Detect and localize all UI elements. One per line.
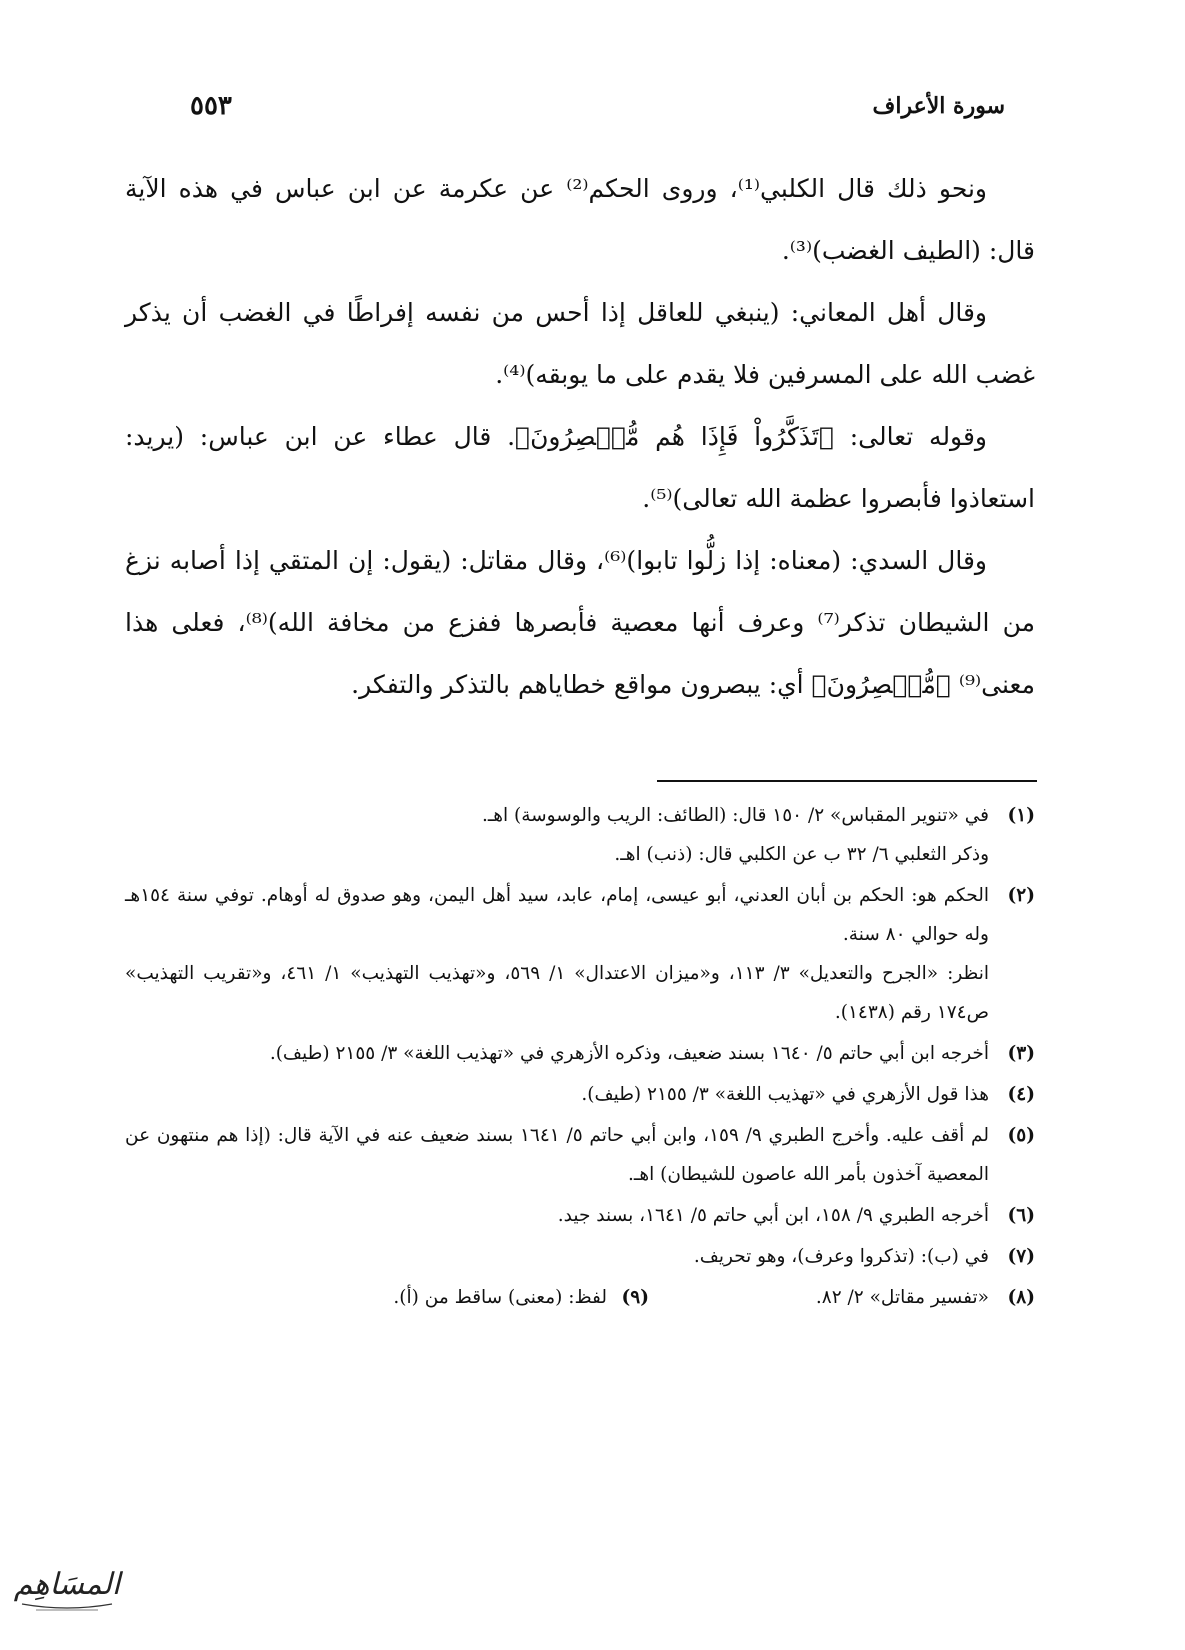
publisher-logo — [8, 1556, 126, 1620]
footnote-1 — [125, 796, 1035, 874]
footnotes — [125, 796, 1035, 1317]
footnote-line: هذا قول الأزهري في «تهذيب اللغة» ٣/ ٢١٥٥ (طيف). — [581, 1084, 989, 1105]
footnote-number: (٣) — [1007, 1043, 1035, 1064]
footnote-9-text: لفظ: (معنى) ساقط من (أ). — [393, 1287, 607, 1308]
paragraph-3: وقوله تعالى: ﴿تَذَكَّرُواْ فَإِذَا هُم مُّبۡصِرُونَ﴾. قال عطاء عن ابن عباس: (يريد: استعاذوا فأبصروا عظمة الله تعالى)⁽⁵⁾. — [125, 422, 1035, 513]
footnote-3 — [125, 1034, 1035, 1073]
paragraph-2: وقال أهل المعاني: (ينبغي للعاقل إذا أحس من نفسه إفراطًا في الغضب أن يذكر غضب الله على المسرفين فلا يقدم على ما يوبقه)⁽⁴⁾. — [125, 298, 1035, 389]
footnote-line: لم أقف عليه. وأخرج الطبري ٩/ ١٥٩، وابن أبي حاتم ٥/ ١٦٤١ بسند ضعيف عنه في الآية قال: (إذا هم منتهون عن المعصية آخذون بأمر الله عاصون للشيطان) اهـ. — [125, 1125, 989, 1185]
footnote-line: أخرجه ابن أبي حاتم ٥/ ١٦٤٠ بسند ضعيف، وذكره الأزهري في «تهذيب اللغة» ٣/ ٢١٥٥ (طيف). — [269, 1043, 989, 1064]
footnote-number: (٤) — [1007, 1084, 1035, 1105]
footnotes-8-9 — [125, 1278, 1035, 1317]
footnote-8-text: «تفسير مقاتل» ٢/ ٨٢. — [815, 1287, 989, 1308]
footnote-number: (٩) — [621, 1287, 649, 1308]
footnote-line: وذكر الثعلبي ٦/ ٣٢ ب عن الكلبي قال: (ذنب) اهـ. — [614, 844, 989, 865]
footnote-line: أخرجه الطبري ٩/ ١٥٨، ابن أبي حاتم ٥/ ١٦٤١، بسند جيد. — [557, 1205, 989, 1226]
footnote-separator — [657, 780, 1037, 782]
paragraph-4: وقال السدي: (معناه: إذا زلُّوا تابوا)⁽⁶⁾، وقال مقاتل: (يقول: إن المتقي إذا أصابه نزغ من الشيطان تذكر⁽⁷⁾ وعرف أنها معصية فأبصرها ففزع من مخافة الله)⁽⁸⁾، فعلى هذا معنى⁽⁹⁾ ﴿مُّبۡصِرُونَ﴾ أي: يبصرون مواقع خطاياهم بالتذكر والتفكر. — [125, 546, 1035, 699]
footnote-line: في (ب): (تذكروا وعرف)، وهو تحريف. — [693, 1246, 989, 1267]
footnote-number: (٢) — [1007, 885, 1035, 906]
footnote-4 — [125, 1075, 1035, 1114]
logo-text: المسَاهِم — [13, 1567, 121, 1602]
footnote-number: (٨) — [1007, 1287, 1035, 1308]
page-number: ٥٥٣ — [190, 91, 232, 121]
footnote-number: (٧) — [1007, 1246, 1035, 1267]
footnote-2 — [125, 876, 1035, 1032]
main-text — [125, 158, 1035, 716]
paragraph-1: ونحو ذلك قال الكلبي⁽¹⁾، وروى الحكم⁽²⁾ عن عكرمة عن ابن عباس في هذه الآية قال: (الطيف الغضب)⁽³⁾. — [125, 174, 1035, 265]
footnote-5 — [125, 1116, 1035, 1194]
running-header — [190, 86, 1005, 126]
footnote-number: (١) — [1007, 805, 1035, 826]
surah-title: سورة الأعراف — [872, 93, 1005, 119]
footnote-7 — [125, 1237, 1035, 1276]
footnote-number: (٥) — [1007, 1125, 1035, 1146]
footnote-line: الحكم هو: الحكم بن أبان العدني، أبو عيسى، إمام، عابد، سيد أهل اليمن، وهو صدوق له أوهام. توفي سنة ١٥٤هـ وله حوالي ٨٠ سنة. — [125, 885, 989, 945]
footnote-line: انظر: «الجرح والتعديل» ٣/ ١١٣، و«ميزان الاعتدال» ١/ ٥٦٩، و«تهذيب التهذيب» ١/ ٤٦١، و«تقريب التهذيب» ص١٧٤ رقم (١٤٣٨). — [125, 963, 989, 1023]
footnote-line: في «تنوير المقباس» ٢/ ١٥٠ قال: (الطائف: الريب والوسوسة) اهـ. — [481, 805, 989, 826]
footnote-6 — [125, 1196, 1035, 1235]
footnote-number: (٦) — [1007, 1205, 1035, 1226]
